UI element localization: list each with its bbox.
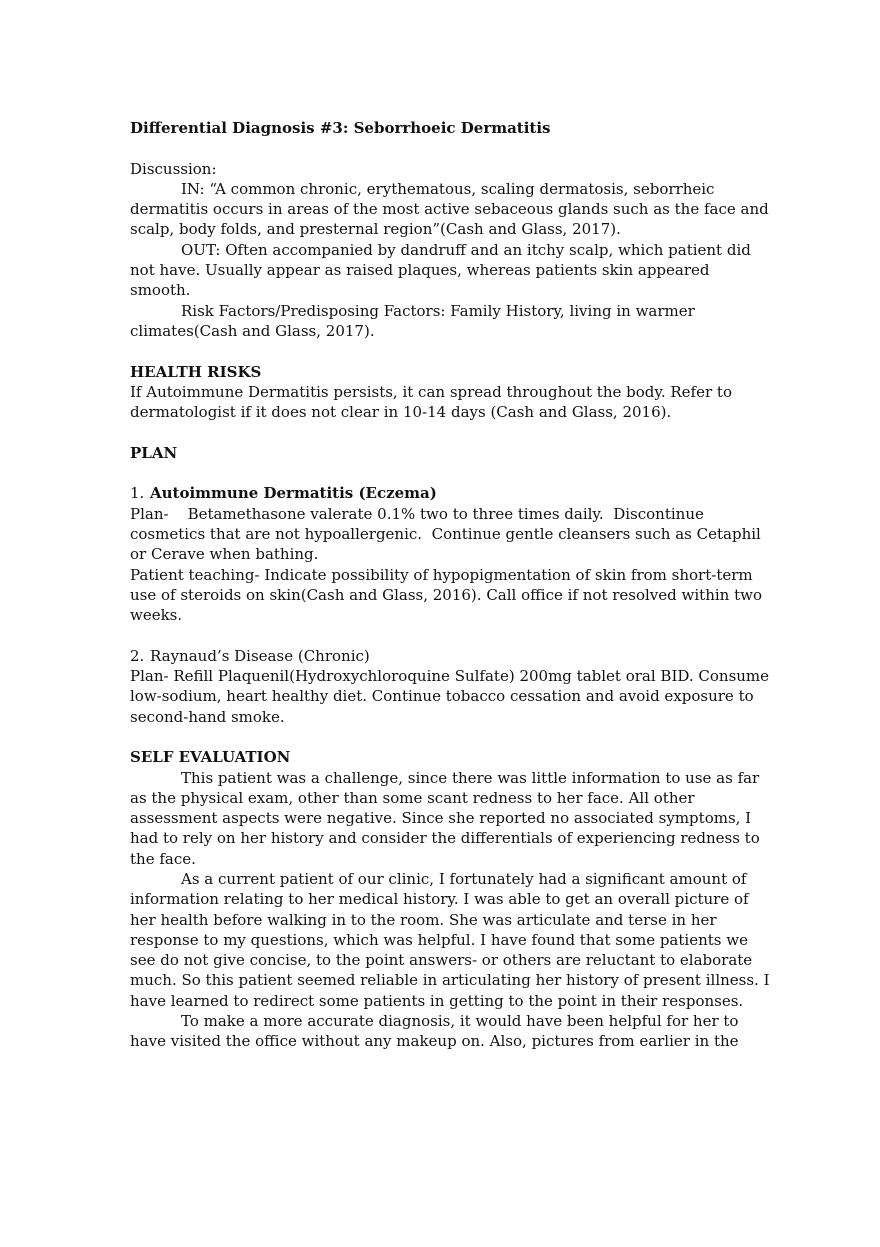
plan-item-2-heading <box>130 646 770 666</box>
plan-item-1-plan: Plan- Betamethasone valerate 0.1% two to three times daily. Discontinue cosmetics that are not hypoallergenic. Continue gentle cleansers such as Cetaphil or Cerave when bathing. <box>130 504 766 564</box>
document-page <box>130 118 770 1052</box>
health-risks-heading: HEALTH RISKS <box>130 362 262 381</box>
plan-item-1-title: Autoimmune Dermatitis (Eczema) <box>150 484 437 503</box>
plan-item-2-number: 2. <box>130 646 145 665</box>
self-evaluation-heading: SELF EVALUATION <box>130 748 291 767</box>
dd3-title: Differential Diagnosis #3: Seborrhoeic Dermatitis <box>130 119 551 137</box>
discussion-label: Discussion: <box>130 159 217 178</box>
self-evaluation-paragraph-2: As a current patient of our clinic, I fortunately had a significant amount of information relating to her medical history. I was able to get an overall picture of her health before walking in to the room. She was articulate and terse in her response to my questions, which was helpful. I have found that some patients we see do not give concise, to the point answers- or others are reluctant to elaborate much. So this patient seemed reliable in articulating her history of present illness. I have learned to redirect some patients in getting to the point in their responses. <box>130 869 770 1010</box>
dd3-risk-paragraph: Risk Factors/Predisposing Factors: Family History, living in warmer climates(Cash and Glass, 2017). <box>130 301 695 340</box>
self-evaluation-paragraph-3: To make a more accurate diagnosis, it would have been helpful for her to have visited the office without any makeup on. Also, pictures from earlier in the <box>130 1012 739 1051</box>
plan-item-2-title: Raynaud’s Disease (Chronic) <box>150 646 370 665</box>
plan-item-1-teaching: Patient teaching- Indicate possibility of hypopigmentation of skin from short-term use of steroids on skin(Cash and Glass, 2016). Call office if not resolved within two weeks. <box>130 565 762 625</box>
plan-item-1-number: 1. <box>130 484 145 503</box>
plan-item-1-heading <box>130 483 770 503</box>
plan-item-2-plan: Plan- Refill Plaquenil(Hydroxychloroquine Sulfate) 200mg tablet oral BID. Consume low-sodium, heart healthy diet. Continue tobacco cessation and avoid exposure to second-hand smoke. <box>130 667 770 726</box>
dd3-in-paragraph: IN: “A common chronic, erythematous, scaling dermatosis, seborrheic dermatitis occurs in areas of the most active sebaceous glands such as the face and scalp, body folds, and presternal region”(Cash and Glass, 2017). <box>130 179 769 239</box>
plan-heading: PLAN <box>130 443 178 462</box>
self-evaluation-paragraph-1: This patient was a challenge, since there was little information to use as far as the physical exam, other than some scant redness to her face. All other assessment aspects were negative. Since she reported no associated symptoms, I had to rely on her history and consider the differentials of experiencing redness to the face. <box>130 768 760 868</box>
dd3-out-paragraph: OUT: Often accompanied by dandruff and an itchy scalp, which patient did not have. Usually appear as raised plaques, whereas patients skin appeared smooth. <box>130 240 751 300</box>
health-risks-paragraph: If Autoimmune Dermatitis persists, it can spread throughout the body. Refer to dermatologist if it does not clear in 10-14 days (Cash and Glass, 2016). <box>130 382 732 422</box>
